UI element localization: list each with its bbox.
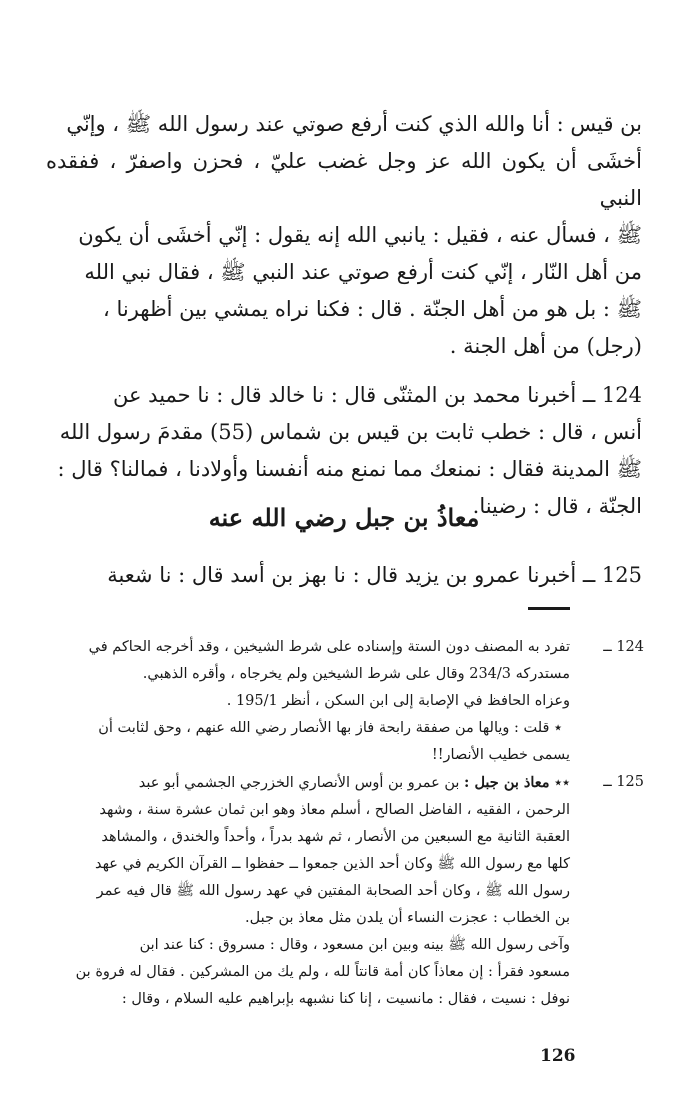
footnote-comment: يسمى خطيب الأنصار!! <box>431 747 570 763</box>
text-line: أخشَى أن يكون الله عز وجل غضب عليّ ، فحزن واصفرّ ، ففقده النبي <box>46 149 642 210</box>
text-line: (رجل) من أهل الجنة . <box>449 334 642 358</box>
hadith-124-line: أنس ، قال : خطب ثابت بن قيس بن شماس (55) مقدمَ رسول الله <box>59 420 642 444</box>
footnote-label: 125 ــ <box>603 774 644 790</box>
footnote-line: كلها مع رسول الله ﷺ وكان أحد الذين جمعوا ــ حفظوا ــ القرآن الكريم في عهد <box>95 856 570 872</box>
footnote-line: مسعود فقرأ : إن معاذاً كان أمة قانتاً لله ، ولم يك من المشركين . فقال له فروة بن <box>75 964 570 980</box>
footnote-label: 124 ــ <box>603 639 644 655</box>
text-line: بن قيس : أنا والله الذي كنت أرفع صوتي عند رسول الله ﷺ ، وإنّي <box>66 112 642 136</box>
footnote-marker: ٭٭ <box>554 775 570 791</box>
footnote-line <box>46 769 570 797</box>
footnote-line: تفرد به المصنف دون الستة وإسناده على شرط الشيخين ، وقد أخرجه الحاكم في <box>88 639 570 655</box>
hadith-124-line: 124 ــ أخبرنا محمد بن المثنّى قال : نا خالد قال : نا حميد عن <box>112 383 642 407</box>
footnote-124 <box>46 634 644 769</box>
footnote-line: نوفل : نسيت ، فقال : مانسيت ، إنا كنا نشبهه بإبراهيم عليه السلام ، وقال : <box>121 991 570 1007</box>
hadith-125-line: 125 ــ أخبرنا عمرو بن يزيد قال : نا بهز بن أسد قال : نا شعبة <box>107 563 642 587</box>
hadith-124-line: ﷺ المدينة فقال : نمنعك مما نمنع منه أنفسنا وأولادنا ، فمالنا؟ قال : <box>57 457 642 481</box>
footnote-line: العقبة الثانية مع السبعين من الأنصار ، ثم شهد بدراً ، وأحداً والخندق ، والمشاهد <box>101 829 570 845</box>
footnote-line: رسول الله ﷺ ، وكان أحد الصحابة المفتين في عهد رسول الله ﷺ قال فيه عمر <box>96 883 570 899</box>
footnotes <box>46 634 644 1013</box>
footnote-line: بن الخطاب : عجزت النساء أن يلدن مثل معاذ بن جبل. <box>244 910 570 926</box>
text-line: ﷺ : بل هو من أهل الجنّة . قال : فكنا نراه يمشي بين أظهرنا ، <box>103 297 642 321</box>
main-text <box>46 106 642 525</box>
footnote-line: وآخى رسول الله ﷺ بينه وبين ابن مسعود ، وقال : مسروق : كنا عند ابن <box>139 937 570 953</box>
footnote-line: الرحمن ، الفقيه ، الفاضل الصالح ، أسلم معاذ وهو ابن ثمان عشرة سنة ، وشهد <box>99 802 570 818</box>
footnote-comment: ٭ قلت : ويالها من صفقة رابحة فاز بها الأنصار رضي الله عنهم ، وحق لثابت أن <box>98 720 562 736</box>
footnote-line: مستدركه 234/3 وقال على شرط الشيخين ولم يخرجاه ، وأقره الذهبي. <box>142 666 570 682</box>
footnote-divider <box>528 607 570 610</box>
footnote-125 <box>46 769 644 1013</box>
hadith-124-line: الجنّة ، قال : رضينا. <box>472 494 642 518</box>
chapter-title: معاذُ بن جبل رضي الله عنه <box>208 503 480 532</box>
footnote-line-rest: بن عمرو بن أوس الأنصاري الخزرجي الجشمي أبو عبد <box>138 775 460 791</box>
footnote-line: وعزاه الحافظ في الإصابة إلى ابن السكن ، أنظر 195/1 . <box>226 693 570 709</box>
text-line: من أهل النّار ، إنّي كنت أرفع صوتي عند النبي ﷺ ، فقال نبي الله <box>84 260 642 284</box>
text-line: ﷺ ، فسأل عنه ، فقيل : يانبي الله إنه يقول : إنّي أخشَى أن يكون <box>78 223 642 247</box>
page-number: 126 <box>540 1046 576 1066</box>
footnote-name: معاذ بن جبل : <box>464 774 550 791</box>
